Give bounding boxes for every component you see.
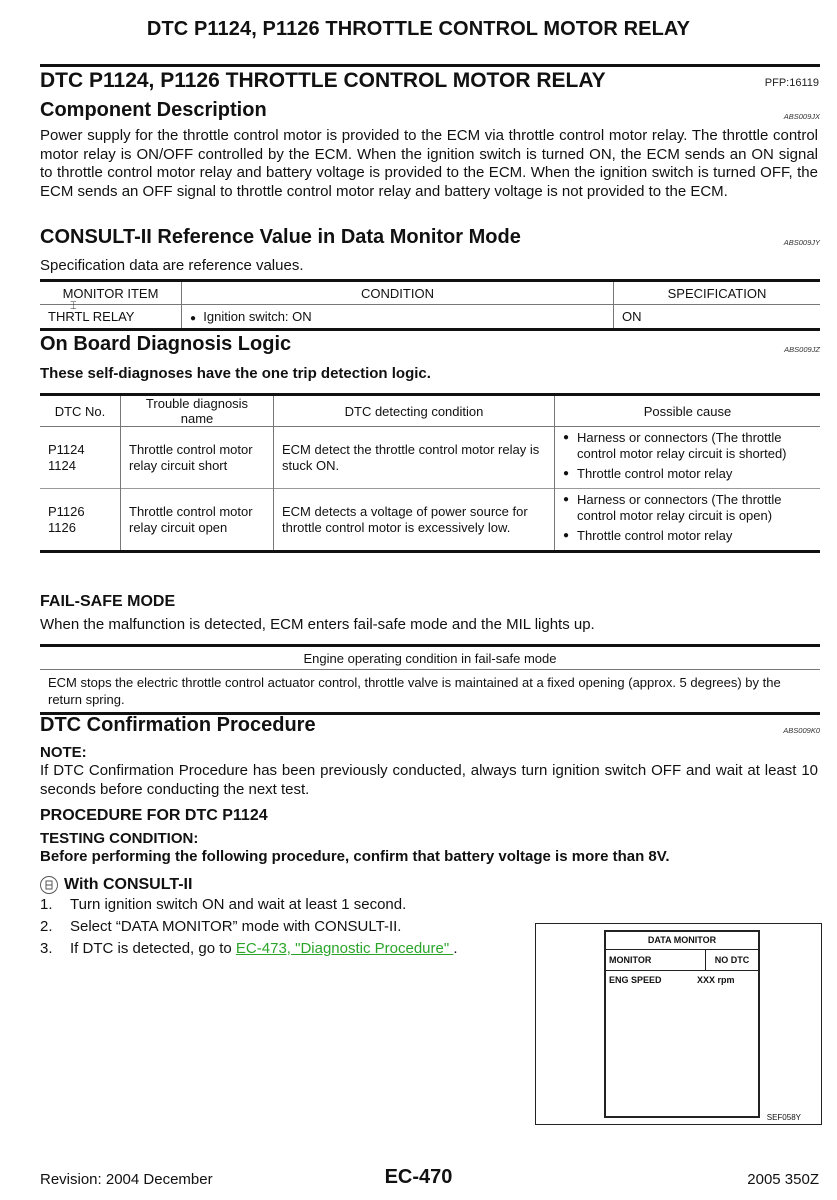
diagnosis-table [40,393,820,553]
fail-safe-heading: FAIL-SAFE MODE [40,593,176,610]
on-board-diagnosis-heading: On Board Diagnosis Logic [40,333,292,355]
col-header-condition: CONDITION [182,281,614,305]
consult-reference-note: Specification data are reference values. [40,257,304,274]
testing-condition-text: Before performing the following procedure, confirm that battery voltage is more than 8V. [40,848,670,865]
main-heading: DTC P1124, P1126 THROTTLE CONTROL MOTOR RELAY [40,69,606,92]
consult-reference-table [40,279,820,331]
dtc-cell [40,489,121,552]
fail-safe-condition: ECM stops the electric throttle control actuator control, throttle valve is maintained at a fixed opening (approx. 5 degrees) by the return spring. [48,675,781,707]
table-row [40,670,820,714]
bullet-icon: ● [190,313,197,324]
table-row [40,305,820,330]
section-code: ABS009JZ [784,345,820,354]
note-text: If DTC Confirmation Procedure has been previously conducted, always turn ignition switch OFF and wait at least 10 seconds before conducting the next test. [40,762,818,798]
screen-item-name: ENG SPEED [609,975,662,985]
fail-safe-table-header: Engine operating condition in fail-safe mode [40,646,820,670]
col-header-monitor-item: MONITOR ITEM [40,281,182,305]
fail-safe-text: When the malfunction is detected, ECM enters fail-safe mode and the MIL lights up. [40,616,595,633]
figure-code: SEF058Y [766,1113,801,1122]
dtc-code: P1126 [48,503,85,519]
pfp-code: PFP:16119 [764,77,819,89]
condition-cell [182,305,614,330]
step-number: 3. [40,940,53,957]
col-header-dtc-no: DTC No. [40,395,121,427]
consult-screen [604,930,760,1118]
diagnostic-procedure-link[interactable]: EC-473, "Diagnostic Procedure" [235,940,454,957]
dtc-code-short: 1126 [48,519,76,535]
footer-page-number: EC-470 [384,1166,453,1188]
possible-cause-cell [555,489,821,552]
section-code: ABS009JX [783,112,820,121]
step-text: Turn ignition switch ON and wait at least 1 second. [70,896,407,913]
screen-data-row [606,971,758,989]
step-number: 1. [40,896,53,913]
testing-condition-label: TESTING CONDITION: [40,830,199,847]
section-code: ABS009K0 [783,726,820,735]
col-header-specification: SPECIFICATION [614,281,821,305]
dtc-code-short: 1124 [48,457,76,473]
footer-model: 2005 350Z [747,1171,819,1188]
data-monitor-figure [535,923,822,1125]
screen-dtc-status: NO DTC [714,955,750,965]
step-number: 2. [40,918,53,935]
screen-header: DATA MONITOR [606,932,758,950]
screen-status-row [606,950,758,971]
dtc-confirmation-heading: DTC Confirmation Procedure [40,714,316,736]
procedure-steps [40,896,458,962]
specification-cell: ON [622,309,642,324]
step-item [40,940,458,962]
consult-label: With CONSULT-II [64,876,193,893]
cause-item: ● Throttle control motor relay [563,466,812,482]
condition-text: Ignition switch: ON [203,309,312,324]
trouble-name-cell: Throttle control motor relay circuit short [121,427,274,489]
table-row [40,427,820,489]
step-text-before: If DTC is detected, go to [70,940,236,957]
step-text-after: . [453,940,458,957]
col-header-possible-cause: Possible cause [555,395,821,427]
dtc-cell [40,427,121,489]
component-description-heading: Component Description [40,99,267,121]
dtc-code: P1124 [48,441,85,457]
detecting-condition-cell: ECM detect the throttle control motor relay is stuck ON. [274,427,555,489]
screen-item-value: XXX rpm [697,975,735,985]
cause-item: ● Harness or connectors (The throttle control motor relay circuit is open) [563,492,812,524]
table-row [40,489,820,552]
monitor-item-cell: THRTL RELAY [40,305,182,330]
col-header-detecting-condition: DTC detecting condition [274,395,555,427]
text-cursor-icon: ⌶ [70,300,77,312]
step-text: Select “DATA MONITOR” mode with CONSULT-II. [70,918,402,935]
consult-tool-icon [40,876,58,894]
one-trip-note: These self-diagnoses have the one trip detection logic. [40,365,431,382]
cause-item: ● Harness or connectors (The throttle control motor relay circuit is shorted) [563,430,812,462]
step-item [40,896,458,918]
fail-safe-table [40,644,820,715]
with-consult-heading [40,876,192,894]
note-label: NOTE: [40,744,87,761]
col-header-trouble-name: Trouble diagnosis name [121,395,274,427]
procedure-heading: PROCEDURE FOR DTC P1124 [40,807,268,824]
section-code: ABS009JY [783,238,820,247]
screen-monitor-label: MONITOR [606,950,706,970]
detecting-condition-cell: ECM detects a voltage of power source for throttle control motor is excessively low. [274,489,555,552]
trouble-name-cell: Throttle control motor relay circuit open [121,489,274,552]
consult-reference-heading: CONSULT-II Reference Value in Data Monitor Mode [40,226,521,248]
step-item [40,918,458,940]
step-text [70,940,458,962]
footer-revision: Revision: 2004 December [40,1171,213,1188]
divider [40,64,820,67]
component-description-text: Power supply for the throttle control motor is provided to the ECM via throttle control motor relay. The throttle control motor relay is ON/OFF controlled by the ECM. When the ignition switch is turned ON, the ECM sends an ON signal to throttle control motor relay and battery voltage is provided to the ECM. When the ignition switch is turned OFF, the ECM sends an OFF signal to throttle control motor relay and battery voltage is not provided to the ECM. [40,127,818,200]
cause-item: ● Throttle control motor relay [563,528,812,544]
page-header-title: DTC P1124, P1126 THROTTLE CONTROL MOTOR RELAY [146,18,691,40]
possible-cause-cell [555,427,821,489]
